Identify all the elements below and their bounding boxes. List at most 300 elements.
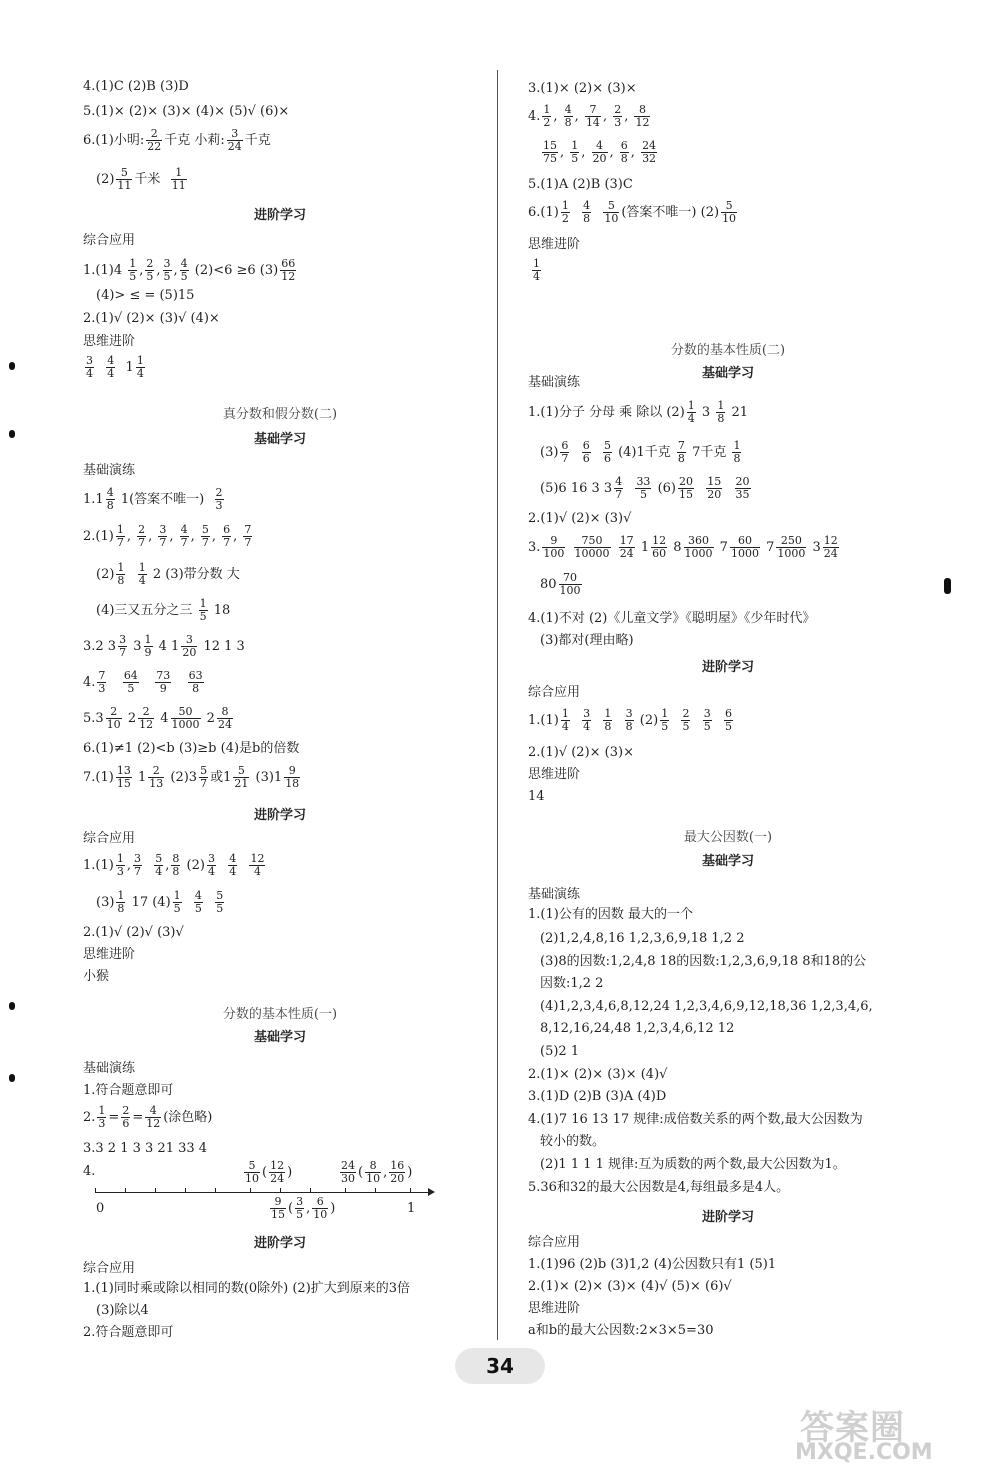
denominator: 5 — [199, 610, 207, 623]
numerator: 63 — [188, 669, 203, 682]
section-heading: 进阶学习 — [253, 208, 306, 223]
denominator: 8 — [106, 499, 114, 512]
section-heading: 进阶学习 — [253, 808, 306, 823]
numerator: 3 — [133, 852, 141, 865]
fraction — [146, 128, 162, 153]
print-mark — [9, 1074, 15, 1082]
numerator: 64 — [123, 669, 138, 682]
denominator: 5 — [146, 270, 154, 283]
answer-6: 6.(1) $\frac{1}{2}$ $\frac{4}{8}$ $\frac{5}{10}$ (答案不唯一) (2) $\frac{5}{10}$ — [528, 199, 737, 225]
denominator: 11 — [171, 179, 186, 192]
subheading: 综合应用 — [528, 1235, 581, 1250]
numerator: 2 — [146, 128, 162, 141]
fraction — [776, 535, 806, 560]
answer-think: 小猴 — [83, 969, 110, 984]
answer-1: 1.(1) $\frac{1}{4}$ $\frac{3}{4}$ $\frac{1}{8}$ $\frac{3}{8}$ (2) $\frac{1}{5}$ $\frac{2}{5}$ $\frac{3}{5}$ $\frac{6}{5}$ — [528, 707, 732, 733]
subheading: 综合应用 — [83, 1261, 136, 1276]
numerator: 15 — [543, 139, 557, 152]
numerator: 1 — [733, 439, 741, 452]
tick — [125, 1188, 126, 1193]
numerator: 1 — [117, 561, 125, 574]
numerator: 20 — [735, 475, 750, 488]
fraction — [118, 634, 127, 659]
fraction — [730, 535, 760, 560]
numerator: 7 — [244, 523, 252, 536]
fraction — [570, 140, 579, 165]
subheading: 基础演练 — [528, 375, 581, 390]
numerator: 1 — [661, 707, 669, 720]
answer-4: 4.(1)不对 (2)《儿童文学》《聪明屋》《少年时代》 — [528, 611, 816, 626]
fraction — [340, 1160, 356, 1185]
answer-think: a和b的最大公因数:2×3×5=30 — [528, 1323, 714, 1338]
page-number-badge — [455, 1348, 545, 1384]
numerator: 1 — [561, 199, 569, 212]
numerator: 1 — [171, 167, 187, 180]
denominator: 8 — [717, 412, 725, 425]
number-line-label-top-2: $\frac{24}{30}$ ( $\frac{8}{10}$ , $\frac{16}{20}$ ) — [341, 1159, 413, 1185]
denominator: 1000 — [171, 718, 200, 731]
denominator: 7 — [180, 536, 188, 549]
fraction-list: $\frac{1}{2}$ , $\frac{4}{8}$ , $\frac{7}{14}$ , $\frac{2}{3}$ , $\frac{8}{12}$ — [543, 103, 650, 129]
numerator: 1 — [543, 103, 551, 116]
denominator: 24 — [227, 140, 242, 153]
denominator: 35 — [735, 488, 750, 501]
denominator: 4 — [136, 367, 144, 380]
numerator: 6 — [312, 1196, 328, 1209]
fraction — [295, 1196, 304, 1221]
denominator: 10 — [604, 212, 619, 225]
numerator: 5 — [603, 439, 611, 452]
numerator: 1 — [144, 633, 152, 646]
fraction — [116, 853, 125, 878]
fraction — [215, 890, 224, 915]
numerator: 5 — [200, 764, 208, 777]
fraction — [721, 200, 737, 225]
numerator: 4 — [564, 103, 572, 116]
subheading: 思维进阶 — [83, 947, 136, 962]
numerator: 2 — [146, 257, 154, 270]
denominator: 5 — [661, 720, 669, 733]
subheading: 基础演练 — [528, 887, 581, 902]
tick — [95, 1188, 96, 1193]
fraction — [687, 400, 696, 425]
fraction — [732, 440, 741, 465]
denominator: 4 — [583, 720, 591, 733]
numerator: 4 — [106, 486, 114, 499]
fraction — [678, 476, 694, 501]
fraction — [180, 258, 189, 283]
fraction — [116, 890, 125, 915]
denominator: 4 — [687, 412, 695, 425]
numerator: 66 — [281, 257, 296, 270]
denominator: 8 — [583, 212, 591, 225]
fraction — [148, 765, 164, 790]
numerator: 5 — [216, 889, 224, 902]
answer-3: 3.(1)D (2)B (3)A (4)D — [528, 1089, 667, 1104]
fraction — [171, 853, 180, 878]
numerator: 250 — [776, 535, 806, 548]
number-line-label-bottom: $\frac{9}{15}$ ( $\frac{3}{5}$ , $\frac{6}{10}$ ) — [271, 1195, 336, 1221]
denominator: 7 — [116, 536, 124, 549]
numerator: 8 — [365, 1160, 381, 1173]
denominator: 8 — [117, 902, 125, 915]
numerator: 750 — [574, 535, 611, 548]
fraction — [585, 104, 601, 129]
numerator: 3 — [296, 1195, 304, 1208]
subheading: 综合应用 — [528, 685, 581, 700]
fraction — [677, 440, 686, 465]
answer-think — [530, 258, 543, 283]
denominator: 15 — [271, 1208, 285, 1221]
subheading: 综合应用 — [83, 831, 136, 846]
fraction — [651, 535, 667, 560]
denominator: 3 — [614, 116, 622, 129]
numerator: 4 — [592, 140, 608, 153]
fraction — [681, 708, 690, 733]
fraction — [561, 200, 570, 225]
fraction — [613, 104, 622, 129]
fraction — [706, 476, 722, 501]
fraction — [171, 167, 187, 192]
denominator: 5 — [173, 902, 181, 915]
numerator: 13 — [116, 764, 131, 777]
numerator: 9 — [542, 535, 565, 548]
section-title: 分数的基本性质(二) — [670, 343, 786, 358]
fraction — [603, 200, 619, 225]
answer-1: 1.符合题意即可 — [83, 1083, 174, 1098]
fraction — [106, 706, 122, 731]
fraction — [592, 140, 608, 165]
numerator: 3 — [159, 523, 167, 536]
section-heading: 基础学习 — [701, 366, 754, 381]
numerator: 3 — [227, 128, 243, 141]
section-heading: 进阶学习 — [701, 660, 754, 675]
numerator: 3 — [119, 633, 127, 646]
fraction — [163, 258, 172, 283]
answer-2: 2. $\frac{1}{3}$ = $\frac{2}{6}$ = $\frac{4}{12}$ (涂色略) — [83, 1104, 213, 1130]
denominator: 8 — [677, 452, 685, 465]
denominator: 12 — [146, 1117, 161, 1130]
fraction — [312, 1196, 328, 1221]
numerator: 12 — [823, 534, 838, 547]
fraction — [199, 598, 208, 623]
fraction — [215, 487, 224, 512]
numerator: 2 — [148, 765, 164, 778]
subheading: 基础演练 — [83, 463, 136, 478]
answer-1-5: (5)2 1 — [540, 1044, 580, 1059]
fraction — [207, 853, 216, 878]
tick — [280, 1188, 281, 1193]
fraction — [144, 634, 153, 659]
numerator: 24 — [341, 1159, 355, 1172]
denominator: 7 — [201, 536, 209, 549]
numerator: 3 — [625, 707, 633, 720]
answer-3: 3.2 3 $\frac{3}{7}$ 3 $\frac{1}{9}$ 4 1 $\frac{3}{20}$ 12 1 3 — [83, 633, 245, 659]
tick — [310, 1188, 311, 1193]
answer-2: 2.(1)√ (2)× (3)√ — [528, 511, 632, 526]
denominator: 9 — [159, 682, 167, 695]
denominator: 4 — [207, 865, 215, 878]
numerator: 20 — [679, 475, 693, 488]
fraction — [564, 104, 573, 129]
fraction — [154, 853, 163, 878]
fraction — [574, 535, 611, 560]
answer-1: 1.(1)分子 分母 乘 除以 (2) $\frac{1}{4}$ 3 $\frac{1}{8}$ 21 — [528, 399, 749, 425]
answer-3: 3.(1)× (2)× (3)× — [528, 81, 637, 96]
denominator: 7 — [119, 646, 127, 659]
answer-1: 1.1 $\frac{4}{8}$ 1(答案不唯一) $\frac{2}{3}$ — [83, 486, 223, 512]
fraction — [542, 104, 551, 129]
fraction — [243, 524, 252, 549]
numerator: 2 — [122, 1104, 130, 1117]
numerator: 12 — [270, 1159, 285, 1172]
denominator: 1000 — [777, 547, 806, 560]
fraction — [284, 765, 300, 790]
fraction — [582, 708, 591, 733]
numerator: 4 — [615, 475, 623, 488]
answer-1-3-cont: 因数:1,2 2 — [540, 976, 604, 991]
numerator: 1 — [98, 1104, 106, 1117]
answer-4-2: (2)1 1 1 1 规律:互为质数的两个数,最大公因数为1。 — [540, 1157, 846, 1172]
answer-1-4: (4)1,2,3,4,6,8,12,24 1,2,3,4,6,9,12,18,36 1,2,3,4,6, — [540, 999, 873, 1014]
denominator: 5 — [129, 270, 137, 283]
tick — [410, 1188, 411, 1193]
numerator: 1 — [116, 852, 124, 865]
fraction — [171, 706, 201, 731]
page-number: 34 — [486, 1354, 514, 1378]
numerator: 4 — [229, 852, 237, 865]
denominator: 8 — [625, 720, 633, 733]
answer-1: 1.(1)公有的因数 最大的一个 — [528, 907, 693, 922]
denominator: 7 — [159, 536, 167, 549]
denominator: 20 — [390, 1172, 405, 1185]
fraction — [620, 140, 629, 165]
fraction — [559, 572, 582, 597]
fraction — [684, 535, 714, 560]
fraction — [217, 706, 233, 731]
denominator: 15 — [116, 777, 131, 790]
numerator: 5 — [603, 200, 619, 213]
fraction — [603, 440, 612, 465]
watermark-logo: 答案圈 — [800, 1408, 905, 1448]
denominator: 2 — [561, 212, 569, 225]
denominator: 24 — [823, 547, 838, 560]
fraction — [106, 355, 115, 380]
column-divider — [497, 70, 498, 1340]
numerator: 5 — [721, 200, 737, 213]
denominator: 5 — [682, 720, 690, 733]
section-heading: 基础学习 — [701, 854, 754, 869]
numerator: 15 — [707, 475, 722, 488]
numerator: 4 — [180, 257, 188, 270]
numerator: 4 — [180, 523, 188, 536]
fraction — [365, 1160, 381, 1185]
fraction — [180, 524, 189, 549]
subheading: 思维进阶 — [528, 237, 581, 252]
denominator: 20 — [182, 646, 197, 659]
fraction — [635, 476, 651, 501]
print-mark — [9, 362, 15, 370]
fraction — [227, 128, 243, 153]
fraction — [582, 440, 591, 465]
numerator: 33 — [636, 475, 651, 488]
denominator: 3 — [98, 682, 106, 695]
denominator: 5 — [724, 720, 732, 733]
denominator: 2 — [543, 116, 551, 129]
denominator: 5 — [703, 720, 711, 733]
answer-4-3: (3)都对(理由略) — [540, 633, 634, 648]
fraction — [133, 853, 142, 878]
numerator: 1 — [561, 707, 569, 720]
numerator: 7 — [677, 439, 685, 452]
denominator: 1000 — [730, 547, 759, 560]
answer-2-2: (2) $\frac{1}{8}$ $\frac{1}{4}$ 2 (3)带分数 大 — [96, 561, 240, 587]
fraction — [542, 535, 565, 560]
numerator: 12 — [250, 852, 265, 865]
numerator: 5 — [244, 1160, 260, 1173]
numerator: 3 — [583, 707, 591, 720]
denominator: 8 — [172, 865, 180, 878]
section-title: 最大公因数(一) — [683, 830, 773, 845]
answer-4: 4. $\frac{1}{2}$ , $\frac{4}{8}$ , $\frac{7}{14}$ , $\frac{2}{3}$ , $\frac{8}{12}$ — [528, 104, 652, 129]
numerator: 60 — [730, 535, 760, 548]
fraction — [228, 853, 237, 878]
fraction — [582, 200, 591, 225]
fraction — [614, 476, 623, 501]
numerator: 2 — [138, 523, 146, 536]
answer-1-3: (3)8的因数:1,2,4,8 18的因数:1,2,3,6,9,18 8和18的公 — [540, 954, 867, 969]
answer-6: 6.(1)小明: $\frac{2}{22}$ 千克 小莉: $\frac{3}{24}$ 千克 — [83, 127, 271, 153]
answer-2: 2.(1)√ (2)√ (3)√ — [83, 925, 184, 940]
fraction — [823, 535, 839, 560]
tick — [185, 1188, 186, 1193]
answer-5: 5.(1)× (2)× (3)× (4)× (5)√ (6)× — [83, 104, 290, 119]
denominator: 12 — [281, 270, 296, 283]
numerator: 8 — [217, 706, 233, 719]
answer-4-cont — [540, 140, 659, 165]
fraction — [280, 258, 296, 283]
denominator: 5 — [127, 682, 135, 695]
section-heading: 基础学习 — [253, 432, 306, 447]
subheading: 基础演练 — [83, 1061, 136, 1076]
denominator: 10 — [245, 1172, 259, 1185]
numerator: 2 — [682, 707, 690, 720]
numerator: 6 — [620, 139, 628, 152]
denominator: 32 — [642, 152, 657, 165]
denominator: 10 — [313, 1208, 328, 1221]
denominator: 4 — [107, 367, 115, 380]
number-line-arrow — [428, 1188, 435, 1196]
numerator: 3 — [163, 257, 171, 270]
denominator: 7 — [133, 865, 141, 878]
numerator: 7 — [98, 669, 106, 682]
answer-4-cont: 较小的数。 — [540, 1134, 606, 1149]
denominator: 4 — [138, 574, 146, 587]
denominator: 8 — [604, 720, 612, 733]
numerator: 7 — [585, 104, 601, 117]
denominator: 14 — [585, 116, 600, 129]
numerator: 2 — [614, 103, 622, 116]
denominator: 4 — [561, 720, 569, 733]
fraction — [194, 890, 203, 915]
answer-1: 1.(1)96 (2)b (3)1,2 (4)公因数只有1 (5)1 — [528, 1257, 777, 1272]
denominator: 21 — [234, 777, 249, 790]
fraction — [121, 1105, 130, 1130]
fraction — [270, 1196, 286, 1221]
numerator: 1 — [604, 707, 612, 720]
subheading: 综合应用 — [83, 233, 136, 248]
fraction — [660, 708, 669, 733]
denominator: 10 — [106, 718, 121, 731]
numerator: 4 — [583, 199, 591, 212]
numerator: 50 — [171, 706, 201, 719]
fraction-list — [95, 669, 205, 695]
denominator: 8 — [620, 152, 628, 165]
answer-2: 2.符合题意即可 — [83, 1325, 174, 1340]
answer-1-5: (5)6 16 3 3 $\frac{4}{7}$ $\frac{33}{5}$ (6) $\frac{20}{15}$ $\frac{15}{20}$ $\frac{20}{35}$ — [540, 475, 750, 501]
numerator: 1 — [717, 399, 725, 412]
fraction — [603, 708, 612, 733]
answer-1-3: (3)除以4 — [96, 1303, 149, 1318]
numerator: 5 — [155, 852, 163, 865]
fraction — [532, 258, 541, 283]
denominator: 5 — [180, 270, 188, 283]
numerator: 6 — [223, 523, 231, 536]
denominator: 12 — [139, 718, 154, 731]
denominator: 13 — [149, 777, 164, 790]
denominator: 3 — [98, 1117, 106, 1130]
fraction — [116, 167, 132, 192]
fraction-list: $\frac{15}{75}$ , $\frac{1}{5}$ , $\frac{4}{20}$ , $\frac{6}{8}$ , $\frac{24}{32}$ — [543, 139, 657, 165]
denominator: 1000 — [684, 547, 713, 560]
fraction — [560, 440, 569, 465]
answer-4: 4. — [83, 1164, 96, 1179]
answer-think: $\frac{3}{4}$ $\frac{4}{4}$ 1 $\frac{1}{4}$ — [86, 354, 144, 380]
tick — [215, 1188, 216, 1193]
numerator: 4 — [194, 889, 202, 902]
denominator: 10000 — [574, 547, 610, 560]
numerator: 24 — [642, 139, 657, 152]
fraction — [735, 476, 751, 501]
answer-5: 5.3 $\frac{2}{10}$ 2 $\frac{2}{12}$ 4 $\frac{50}{1000}$ 2 $\frac{8}{24}$ — [83, 705, 232, 731]
denominator: 8 — [564, 116, 572, 129]
fraction — [233, 765, 249, 790]
answer-think: 14 — [528, 789, 545, 804]
fraction — [116, 765, 132, 790]
tick — [375, 1188, 376, 1193]
denominator: 5 — [296, 1208, 304, 1221]
numerator: 6 — [724, 707, 732, 720]
fraction — [641, 140, 657, 165]
answer-2: 2.(1)√ (2)× (3)√ (4)× — [83, 311, 220, 326]
numerator: 5 — [116, 167, 132, 180]
watermark-url: MXQE.COM — [795, 1440, 933, 1465]
numerator: 73 — [156, 669, 171, 682]
subheading: 思维进阶 — [528, 1301, 581, 1316]
denominator: 75 — [543, 152, 557, 165]
denominator: 4 — [86, 367, 93, 380]
numerator: 4 — [107, 354, 115, 367]
print-mark — [944, 578, 951, 594]
print-mark — [9, 1002, 15, 1010]
answer-2: 2.(1)× (2)× (3)× (4)√ (5)× (6)√ — [528, 1279, 732, 1294]
tick — [155, 1188, 156, 1193]
numerator: 1 — [129, 257, 137, 270]
answer-1: 1.(1)同时乘或除以相同的数(0除外) (2)扩大到原来的3倍 — [83, 1281, 411, 1296]
answer-6-2: (2) $\frac{5}{11}$ 千米 $\frac{1}{11}$ — [96, 166, 186, 192]
number-line-label-top-1: $\frac{5}{10}$ ( $\frac{12}{24}$ ) — [245, 1159, 293, 1185]
fraction — [138, 562, 147, 587]
